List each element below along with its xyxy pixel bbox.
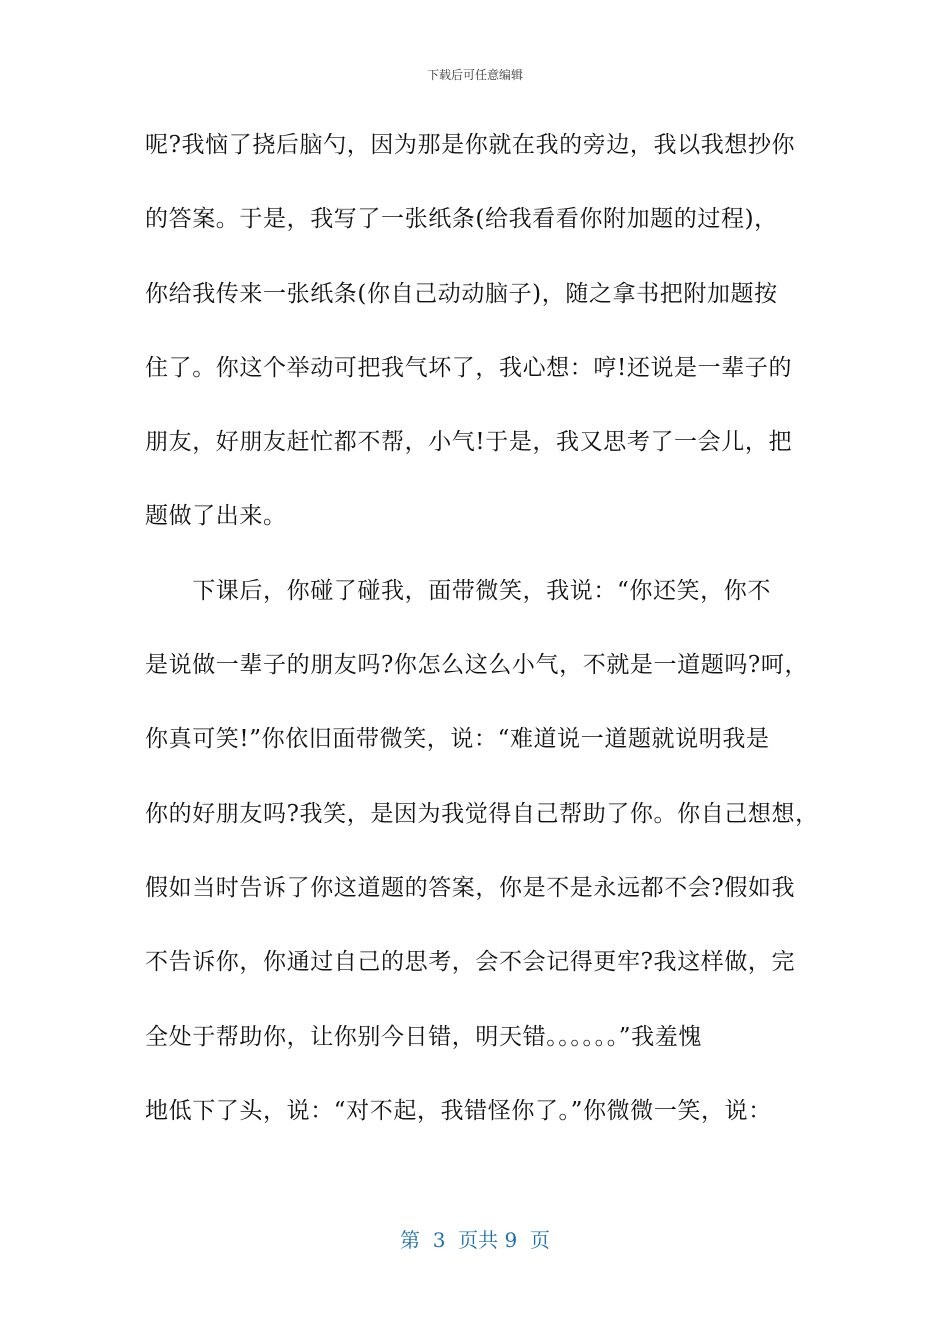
text-line: 地低下了头，说：“对不起，我错怪你了。”你微微一笑，说：: [145, 1097, 772, 1124]
text-line: 假如当时告诉了你这道题的答案，你是不是永远都不会?假如我: [145, 874, 796, 901]
text-line: 题做了出来。: [145, 503, 287, 530]
text-line: 全处于帮助你，让你别今日错，明天错。。。。。。”我羞愧: [145, 1023, 702, 1050]
text-line: 呢?我恼了挠后脑勺，因为那是你就在我的旁边，我以我想抄你: [145, 132, 796, 158]
page-header-note: 下载后可任意编辑: [426, 68, 523, 82]
text-line: 是说做一辈子的朋友吗?你怎么这么小气，不就是一道题吗?呵，: [145, 652, 809, 679]
text-line: 你真可笑!”你依旧面带微笑，说：“难道说一道题就说明我是: [145, 726, 770, 753]
text-line: 住了。你这个举动可把我气坏了，我心想：哼!还说是一辈子的: [145, 354, 793, 381]
text-line: 不告诉你，你通过自己的思考，会不会记得更牢?我这样做，完: [145, 949, 796, 976]
text-line: 你的好朋友吗?我笑，是因为我觉得自己帮助了你。你自己想想，: [145, 800, 819, 827]
document-body: [145, 122, 825, 1162]
text-line: 你给我传来一张纸条(你自己动动脑子)，随之拿书把附加题按: [145, 280, 778, 307]
text-line: 朋友，好朋友赶忙都不帮，小气!于是，我又思考了一会儿，把: [145, 429, 793, 456]
text-line: 下课后，你碰了碰我，面带微笑，我说：“你还笑，你不: [145, 577, 771, 604]
text-line: 的答案。于是，我写了一张纸条(给我看看你附加题的过程)，: [145, 206, 778, 233]
page-number-footer: 第 3 页共 9 页: [400, 1228, 550, 1252]
